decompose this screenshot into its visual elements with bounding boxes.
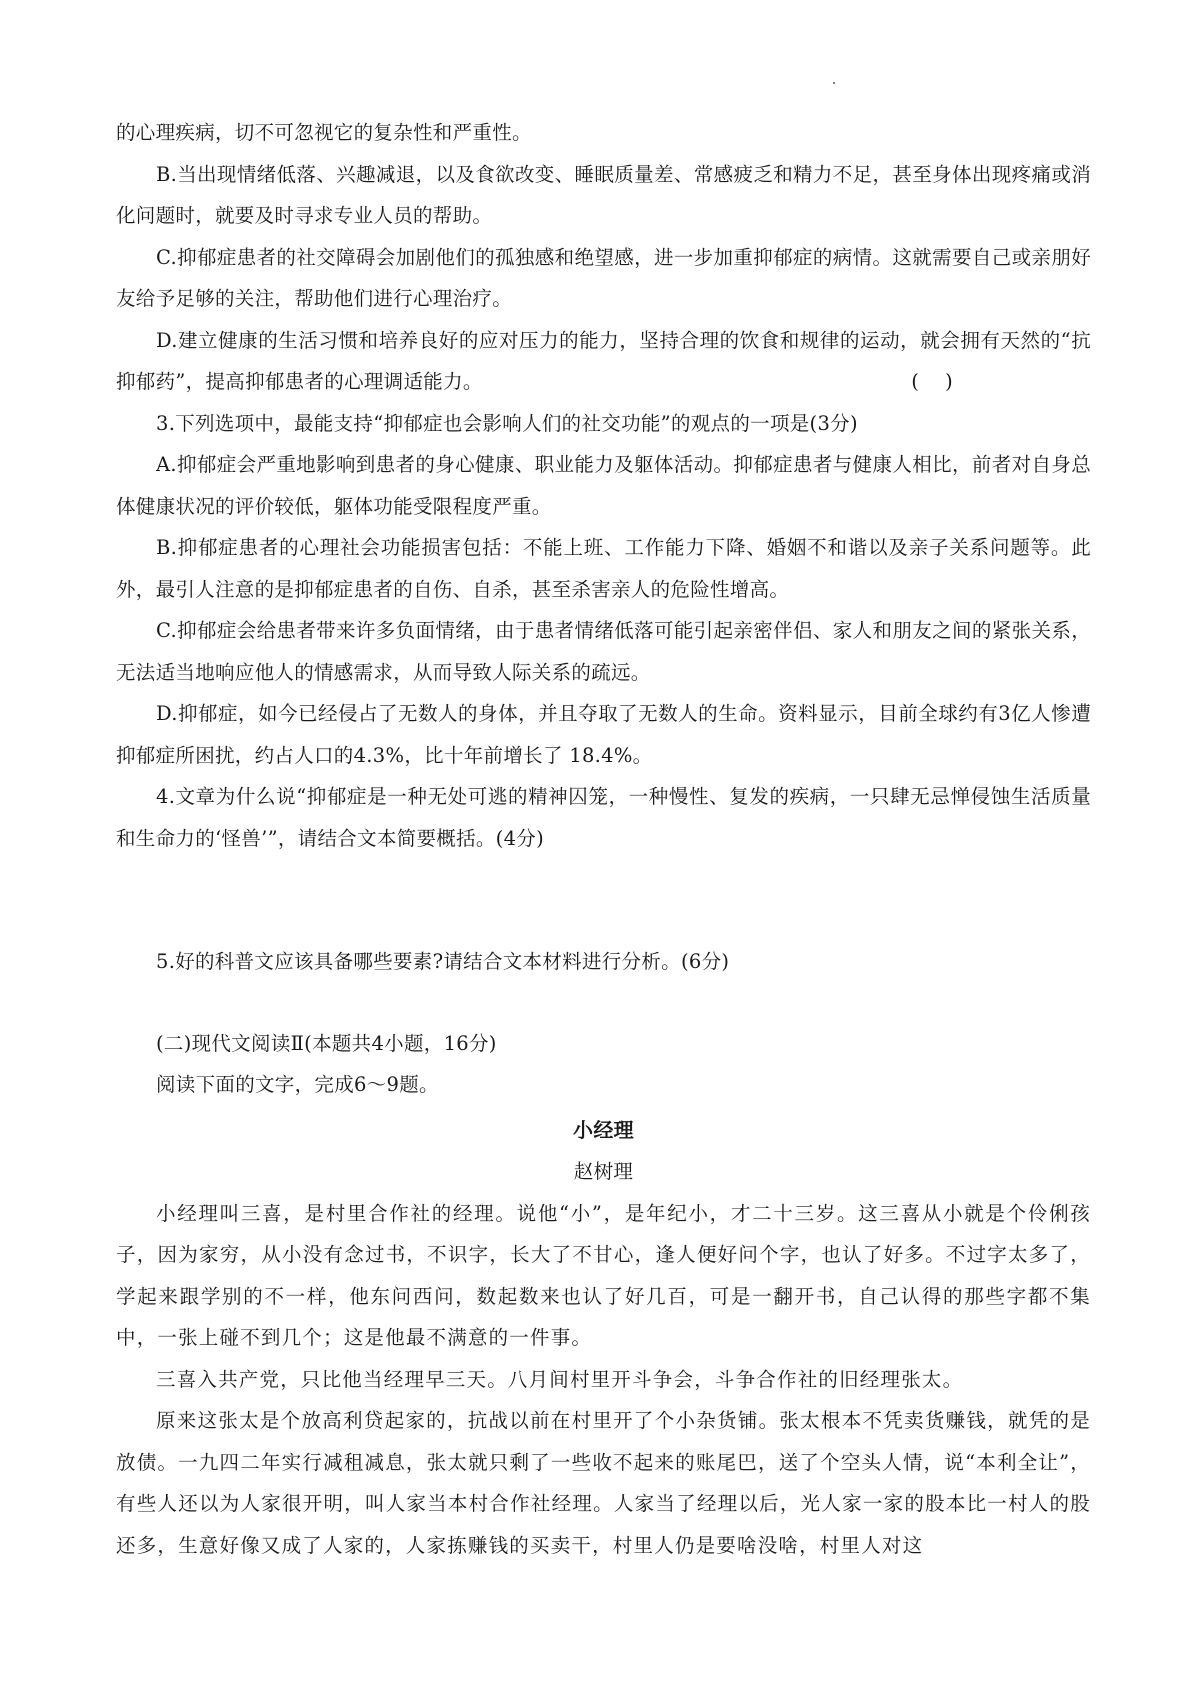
answer-space-question4	[116, 859, 1091, 941]
story-paragraph: 原来这张太是个放高利贷起家的，抗战以前在村里开了个小杂货铺。张太根本不凭卖货赚钱，就凭的是放债。一九四二年实行减租减息，张太就只剩了一些收不起来的账尾巴，送了个空头人情，说“本利全让”，有些人还以为人家很开明，叫人家当本村合作社经理。人家当了经理以后，光人家一家的股本比一村人的股还多，生意好像又成了人家的，人家拣赚钱的买卖干，村里人仍是要啥没啥，村里人对这	[116, 1409, 1091, 1557]
option-d-question2-text: D.建立健康的生活习惯和培养良好的应对压力的能力，坚持合理的饮食和规律的运动，就会拥有天然的“抗抑郁药”，提高抑郁患者的心理调适能力。	[116, 328, 1091, 393]
section2-instruction: 阅读下面的文字，完成6～9题。	[156, 1073, 439, 1096]
question3-option-a: A.抑郁症会严重地影响到患者的身心健康、职业能力及躯体活动。抑郁症患者与健康人相比，前者对自身总体健康状况的评价较低，躯体功能受限程度严重。	[116, 453, 1091, 518]
section2-heading: (二)现代文阅读Ⅱ(本题共4小题，16分)	[156, 1031, 497, 1055]
option-b-question2: B.当出现情绪低落、兴趣减退，以及食欲改变、睡眠质量差、常感疲乏和精力不足，甚至身体出现疼痛或消化问题时，就要及时寻求专业人员的帮助。	[116, 162, 1091, 227]
question5: 5.好的科普文应该具备哪些要素?请结合文本材料进行分析。(6分)	[156, 950, 730, 973]
story-paragraph: 小经理叫三喜，是村里合作社的经理。说他“小”，是年纪小，才二十三岁。这三喜从小就是个伶俐孩子，因为家穷，从小没有念过书，不识字，长大了不甘心，逢人便好问个字，也认了好多。不过字太多了，学起来跟学别的不一样，他东问西问，数起数来也认了好几百，可是一翻开书，自己认得的那些字都不集中，一张上碰不到几个；这是他最不满意的一件事。	[116, 1201, 1091, 1349]
question3-option-b: B.抑郁症患者的心理社会功能损害包括：不能上班、工作能力下降、婚姻不和谐以及亲子关系问题等。此外，最引人注意的是抑郁症患者的自伤、自杀，甚至杀害亲人的危险性增高。	[116, 536, 1091, 601]
question3-stem: 3.下列选项中，最能支持“抑郁症也会影响人们的社交功能”的观点的一项是(3分)	[156, 411, 858, 435]
answer-space-question5	[116, 983, 1091, 1023]
story-paragraph: 三喜入共产党，只比他当经理早三天。八月间村里开斗争会，斗争合作社的旧经理张太。	[156, 1367, 964, 1391]
question3-option-d: D.抑郁症，如今已经侵占了无数人的身体，并且夺取了无数人的生命。资料显示，目前全球约有3亿人惨遭抑郁症所困扰，约占人口的4.3%，比十年前增长了 18.4%。	[116, 702, 1091, 767]
paragraph-continuation: 的心理疾病，切不可忽视它的复杂性和严重性。	[116, 121, 532, 144]
question4: 4.文章为什么说“抑郁症是一种无处可逃的精神囚笼，一种慢性、复发的疾病，一只肆无忌惮侵蚀生活质量和生命力的‘怪兽’”，请结合文本简要概括。(4分)	[116, 785, 1091, 850]
page-mark-dot	[833, 82, 835, 84]
story-body	[116, 1193, 1091, 1567]
option-d-question2	[116, 320, 1091, 403]
answer-bracket: ( )	[911, 370, 953, 393]
story-title: 小经理	[573, 1117, 634, 1142]
story-author: 赵树理	[573, 1160, 634, 1183]
document-content	[116, 112, 1091, 1566]
question3-option-c: C.抑郁症会给患者带来许多负面情绪，由于患者情绪低落可能引起亲密伴侣、家人和朋友之间的紧张关系，无法适当地响应他人的情感需求，从而导致人际关系的疏远。	[116, 619, 1091, 684]
option-c-question2: C.抑郁症患者的社交障碍会加剧他们的孤独感和绝望感，进一步加重抑郁症的病情。这就需要自己或亲朋好友给予足够的关注，帮助他们进行心理治疗。	[116, 245, 1091, 310]
